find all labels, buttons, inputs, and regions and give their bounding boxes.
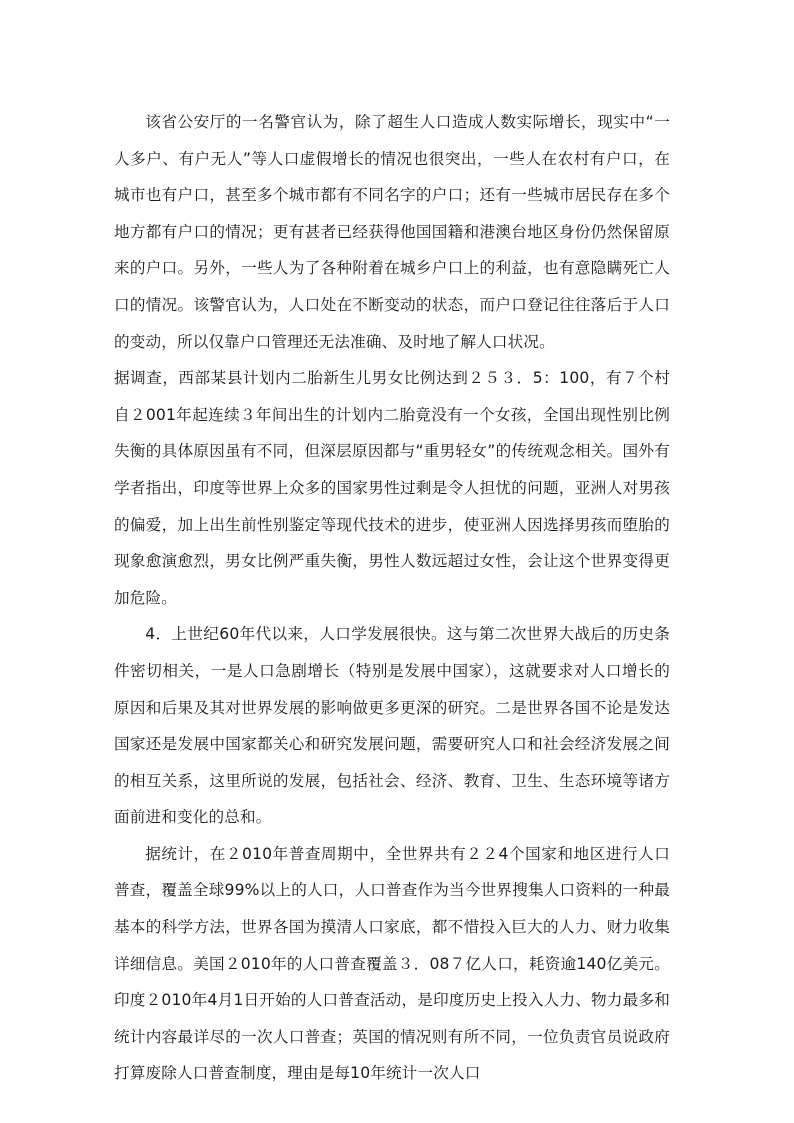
paragraph-2: 据调查，西部某县计划内二胎新生儿男女比例达到２５３．5：100，有７个村自２001年起连续３年间出生的计划内二胎竟没有一个女孩，全国出现性别比例失衡的具体原因虽有不同，但深层原因都与“重男轻女”的传统观念相关。国外有学者指出，印度等世界上众多的国家男性过剩是令人担忧的问题，亚洲人对男孩的偏爱，加上出生前性别鉴定等现代技术的进步，使亚洲人因选择男孩而堕胎的现象愈演愈烈，男女比例严重失衡，男性人数远超过女性，会让这个世界变得更加危险。 — [114, 369, 670, 607]
paragraph-1: 该省公安厅的一名警官认为，除了超生人口造成人数实际增长，现实中“一人多户、有户无人”等人口虚假增长的情况也很突出，一些人在农村有户口，在城市也有户口，甚至多个城市都有不同名字的户口；还有一些城市居民存在多个地方都有户口的情况；更有甚者已经获得他国国籍和港澳台地区身份仍然保留原来的户口。另外，一些人为了各种附着在城乡户口上的利益，也有意隐瞒死亡人口的情况。该警官认为，人口处在不断变动的状态，而户口登记往往落后于人口的变动，所以仅靠户口管理还无法准确、及时地了解人口状况。 — [114, 113, 670, 351]
paragraph-4: 据统计，在２010年普查周期中，全世界共有２２4个国家和地区进行人口普查，覆盖全球99%以上的人口，人口普查作为当今世界搜集人口资料的一种最基本的科学方法，世界各国为摸清人口家底，都不惜投入巨大的人力、财力收集详细信息。美国２010年的人口普查覆盖３．08７亿人口，耗资逾140亿美元。印度２010年4月1日开始的人口普查活动，是印度历史上投入人力、物力最多和统计内容最详尽的一次人口普查；英国的情况则有所不同，一位负责官员说政府打算废除人口普查制度，理由是每10年统计一次人口 — [114, 844, 670, 1083]
paragraph-3: 4．上世纪60年代以来，人口学发展很快。这与第二次世界大战后的历史条件密切相关，一是人口急剧增长（特别是发展中国家），这就要求对人口增长的原因和后果及其对世界发展的影响做更多更深的研究。二是世界各国不论是发达国家还是发展中国家都关心和研究发展问题，需要研究人口和社会经济发展之间的相互关系，这里所说的发展，包括社会、经济、教育、卫生、生态环境等诸方面前进和变化的总和。 — [114, 625, 670, 827]
document-text-body — [114, 104, 670, 1092]
